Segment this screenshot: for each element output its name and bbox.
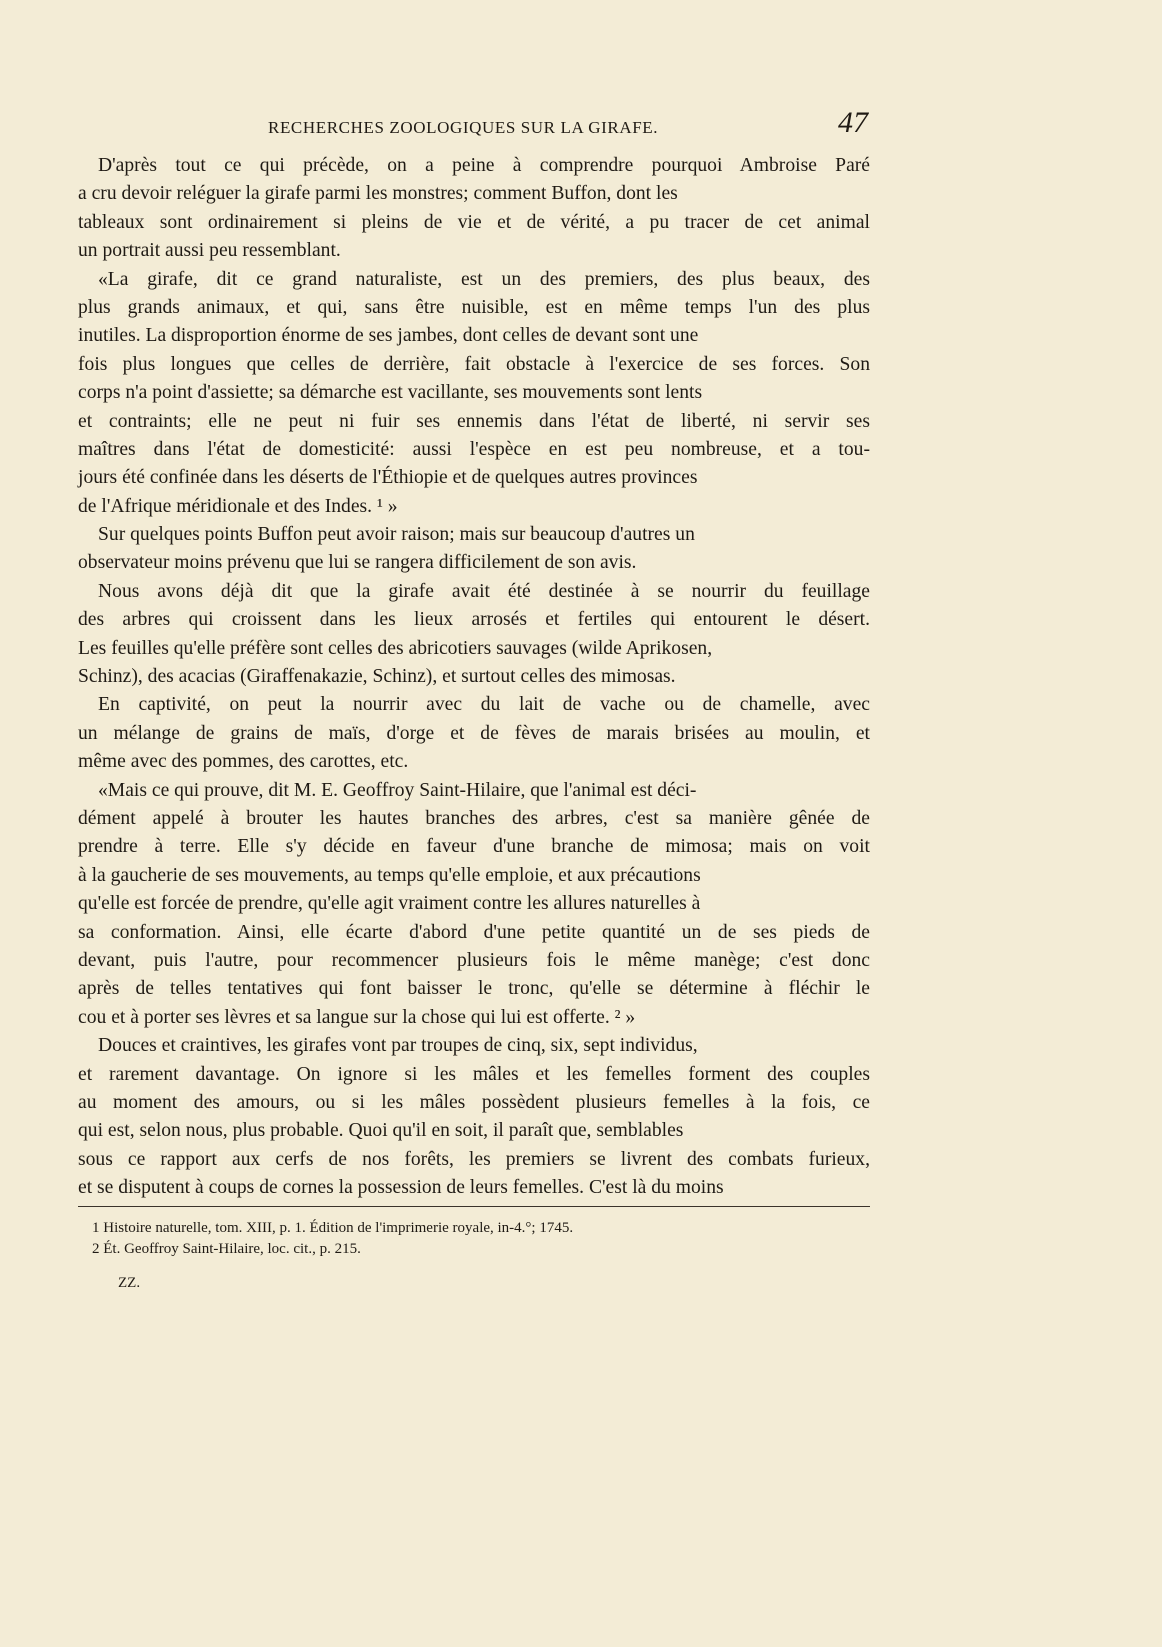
text-line: devant, puis l'autre, pour recommencer plusieurs fois le même manège; c'est donc <box>78 949 870 971</box>
footnote-2: 2 Ét. Geoffroy Saint-Hilaire, loc. cit., p. 215. <box>92 1241 361 1257</box>
text-line: sous ce rapport aux cerfs de nos forêts, les premiers se livrent des combats furieux, <box>78 1148 870 1170</box>
text-line: et contraints; elle ne peut ni fuir ses ennemis dans l'état de liberté, ni servir ses <box>78 410 870 432</box>
text-line: après de telles tentatives qui font baisser le tronc, qu'elle se détermine à fléchir le <box>78 978 870 1000</box>
text-line: Schinz), des acacias (Giraffenakazie, Schinz), et surtout celles des mimosas. <box>78 666 676 688</box>
text-line: «Mais ce qui prouve, dit M. E. Geoffroy Saint-Hilaire, que l'animal est déci- <box>98 779 697 801</box>
text-line: En captivité, on peut la nourrir avec du lait de vache ou de chamelle, avec <box>98 694 870 716</box>
text-line: Sur quelques points Buffon peut avoir raison; mais sur beaucoup d'autres un <box>98 524 695 546</box>
text-line: dément appelé à brouter les hautes branches des arbres, c'est sa manière gênée de <box>78 807 870 829</box>
body-text <box>78 152 870 1202</box>
text-line: plus grands animaux, et qui, sans être nuisible, est en même temps l'un des plus <box>78 296 870 318</box>
text-line: «La girafe, dit ce grand naturaliste, est un des premiers, des plus beaux, des <box>98 268 870 290</box>
text-line: Nous avons déjà dit que la girafe avait été destinée à se nourrir du feuillage <box>98 580 870 602</box>
text-line: fois plus longues que celles de derrière, fait obstacle à l'exercice de ses forces. Son <box>78 353 870 375</box>
text-line: à la gaucherie de ses mouvements, au temps qu'elle emploie, et aux précautions <box>78 864 701 886</box>
text-line: qu'elle est forcée de prendre, qu'elle agit vraiment contre les allures naturelles à <box>78 893 701 915</box>
text-line: et rarement davantage. On ignore si les mâles et les femelles forment des couples <box>78 1063 870 1085</box>
page-number: 47 <box>838 106 868 139</box>
text-line: des arbres qui croissent dans les lieux arrosés et fertiles qui entourent le désert. <box>78 609 870 631</box>
text-line: un portrait aussi peu ressemblant. <box>78 240 341 262</box>
text-line: qui est, selon nous, plus probable. Quoi qu'il en soit, il paraît que, semblables <box>78 1120 684 1142</box>
text-line: inutiles. La disproportion énorme de ses jambes, dont celles de devant sont une <box>78 325 699 347</box>
footnotes <box>92 1218 852 1260</box>
running-header <box>78 106 870 148</box>
running-title: RECHERCHES ZOOLOGIQUES SUR LA GIRAFE. <box>268 118 659 137</box>
text-line: D'après tout ce qui précède, on a peine à comprendre pourquoi Ambroise Paré <box>98 155 870 176</box>
text-line: prendre à terre. Elle s'y décide en faveur d'une branche de mimosa; mais on voit <box>78 836 870 858</box>
text-line: maîtres dans l'état de domesticité: aussi l'espèce en est peu nombreuse, et a tou- <box>78 438 870 460</box>
text-line: Les feuilles qu'elle préfère sont celles des abricotiers sauvages (wilde Aprikosen, <box>78 637 713 659</box>
text-line: jours été confinée dans les déserts de l'Éthiopie et de quelques autres provinces <box>78 467 698 489</box>
text-line: au moment des amours, ou si les mâles possèdent plusieurs femelles à la fois, ce <box>78 1091 870 1113</box>
text-line: Douces et craintives, les girafes vont par troupes de cinq, six, sept individus, <box>98 1035 698 1057</box>
text-line: a cru devoir reléguer la girafe parmi les monstres; comment Buffon, dont les <box>78 183 678 205</box>
text-line: corps n'a point d'assiette; sa démarche est vacillante, ses mouvements sont lents <box>78 382 703 404</box>
text-line: cou et à porter ses lèvres et sa langue sur la chose qui lui est offerte. ² » <box>78 1006 636 1028</box>
footnote-divider <box>78 1206 870 1207</box>
text-line: un mélange de grains de maïs, d'orge et de fèves de marais brisées au moulin, et <box>78 722 870 744</box>
text-line: même avec des pommes, des carottes, etc. <box>78 751 409 773</box>
text-line: tableaux sont ordinairement si pleins de vie et de vérité, a pu tracer de cet animal <box>78 211 870 233</box>
text-line: de l'Afrique méridionale et des Indes. ¹ » <box>78 495 398 517</box>
text-line: sa conformation. Ainsi, elle écarte d'abord d'une petite quantité un de ses pieds de <box>78 921 870 943</box>
text-line: et se disputent à coups de cornes la possession de leurs femelles. C'est là du moins <box>78 1177 724 1199</box>
text-line: observateur moins prévenu que lui se rangera difficilement de son avis. <box>78 552 637 574</box>
footnote-1: 1 Histoire naturelle, tom. XIII, p. 1. Édition de l'imprimerie royale, in-4.°; 1745. <box>92 1220 574 1236</box>
signature-mark: ZZ. <box>118 1275 141 1291</box>
